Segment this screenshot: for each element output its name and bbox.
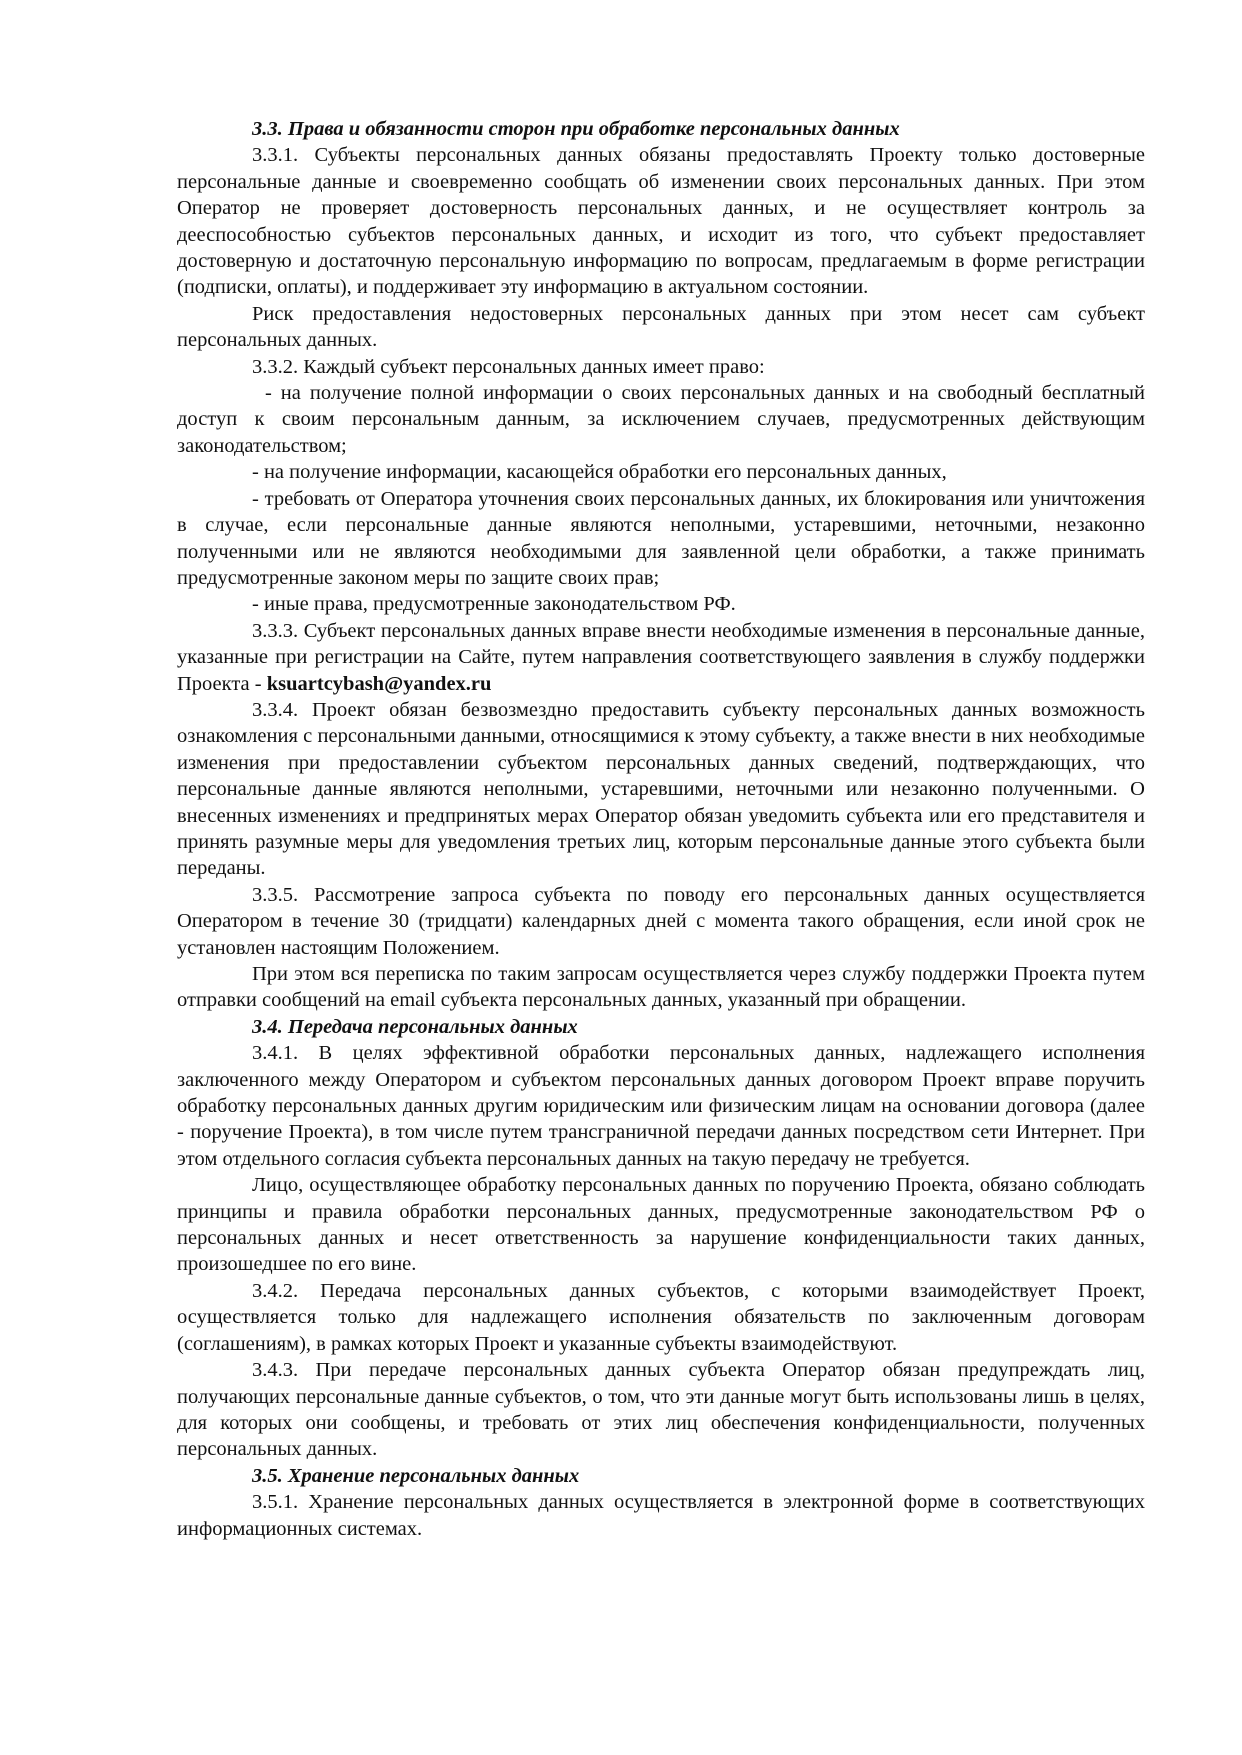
paragraph-3-3-3 bbox=[177, 618, 1145, 697]
paragraph-3-4-2: 3.4.2. Передача персональных данных субъектов, с которыми взаимодействует Проект, осуществляется только для надлежащего исполнения обязательств по заключенным договорам (соглашениям), в рамках которых Проект и указанные субъекты взаимодействуют. bbox=[177, 1279, 1145, 1355]
paragraph-processor: Лицо, осуществляющее обработку персональных данных по поручению Проекта, обязано соблюдать принципы и правила обработки персональных данных, предусмотренные законодательством РФ о персональных данных и несет ответственность за нарушение конфиденциальности таких данных, произошедшее по его вине. bbox=[177, 1174, 1145, 1276]
support-email-link[interactable]: ksuartcybash@yandex.ru bbox=[266, 672, 492, 695]
section-heading-3-5: 3.5. Хранение персональных данных bbox=[252, 1464, 580, 1487]
list-item-right-1: - на получение полной информации о своих персональных данных и на свободный бесплатный доступ к своим персональным данным, за исключением случаев, предусмотренных действующим законодательством; bbox=[177, 382, 1145, 457]
paragraph-3-4-1: 3.4.1. В целях эффективной обработки персональных данных, надлежащего исполнения заключенного между Оператором и субъектом персональных данных договором Проект вправе поручить обработку персональных данных другим юридическим или физическим лицам на основании договора (далее - поручение Проекта), в том числе путем трансграничной передачи данных посредством сети Интернет. При этом отдельного согласия субъекта персональных данных на такую передачу не требуется. bbox=[177, 1042, 1145, 1170]
paragraph-3-3-1: 3.3.1. Субъекты персональных данных обязаны предоставлять Проекту только достоверные персональные данные и своевременно сообщать об изменении своих персональных данных. При этом Оператор не проверяет достоверность персональных данных, и не осуществляет контроль за дееспособностью субъектов персональных данных, и исходит из того, что субъект предоставляет достоверную и достаточную персональную информацию по вопросам, предлагаемым в форме регистрации (подписки, оплаты), и поддерживает эту информацию в актуальном состоянии. bbox=[177, 144, 1145, 299]
paragraph-correspondence: При этом вся переписка по таким запросам осуществляется через службу поддержки Проекта путем отправки сообщений на email субъекта персональных данных, указанный при обращении. bbox=[177, 963, 1145, 1012]
paragraph-3-3-4: 3.3.4. Проект обязан безвозмездно предоставить субъекту персональных данных возможность ознакомления с персональными данными, относящимися к этому субъекту, а также внести в них необходимые изменения при предоставлении субъектом персональных данных сведений, подтверждающих, что персональные данные являются неполными, устаревшими, неточными или незаконно полученными. О внесенных изменениях и предпринятых мерах Оператор обязан уведомить субъекта или его представителя и принять разумные меры для уведомления третьих лиц, которым персональные данные этого субъекта были переданы. bbox=[177, 698, 1145, 880]
paragraph-3-3-5: 3.3.5. Рассмотрение запроса субъекта по поводу его персональных данных осуществляется Оператором в течение 30 (тридцати) календарных дней с момента такого обращения, если иной срок не установлен настоящим Положением. bbox=[177, 883, 1145, 959]
paragraph-3-5-1: 3.5.1. Хранение персональных данных осуществляется в электронной форме в соответствующих информационных системах. bbox=[177, 1491, 1145, 1540]
list-item-right-4: - иные права, предусмотренные законодательством РФ. bbox=[252, 593, 736, 616]
section-heading-3-4: 3.4. Передача персональных данных bbox=[252, 1015, 578, 1038]
paragraph-3-3-3-text: 3.3.3. Субъект персональных данных вправе внести необходимые изменения в персональные данные, указанные при регистрации на Сайте, путем направления соответствующего заявления в службу поддержки Проекта - bbox=[177, 619, 1145, 695]
document-page bbox=[177, 116, 1145, 1542]
list-item-right-2: - на получение информации, касающейся обработки его персональных данных, bbox=[252, 461, 947, 484]
paragraph-3-3-2: 3.3.2. Каждый субъект персональных данных имеет право: bbox=[252, 355, 765, 378]
paragraph-3-4-3: 3.4.3. При передаче персональных данных субъекта Оператор обязан предупреждать лиц, получающих персональные данные субъектов, о том, что эти данные могут быть использованы лишь в целях, для которых они сообщены, и требовать от этих лиц обеспечения конфиденциальности, полученных персональных данных. bbox=[177, 1359, 1145, 1461]
list-item-right-3: - требовать от Оператора уточнения своих персональных данных, их блокирования или уничтожения в случае, если персональные данные являются неполными, устаревшими, неточными, незаконно полученными или не являются необходимыми для заявленной цели обработки, а также принимать предусмотренные законом меры по защите своих прав; bbox=[177, 487, 1145, 589]
section-heading-3-3: 3.3. Права и обязанности сторон при обработке персональных данных bbox=[252, 118, 900, 140]
paragraph-risk: Риск предоставления недостоверных персональных данных при этом несет сам субъект персональных данных. bbox=[177, 302, 1145, 352]
